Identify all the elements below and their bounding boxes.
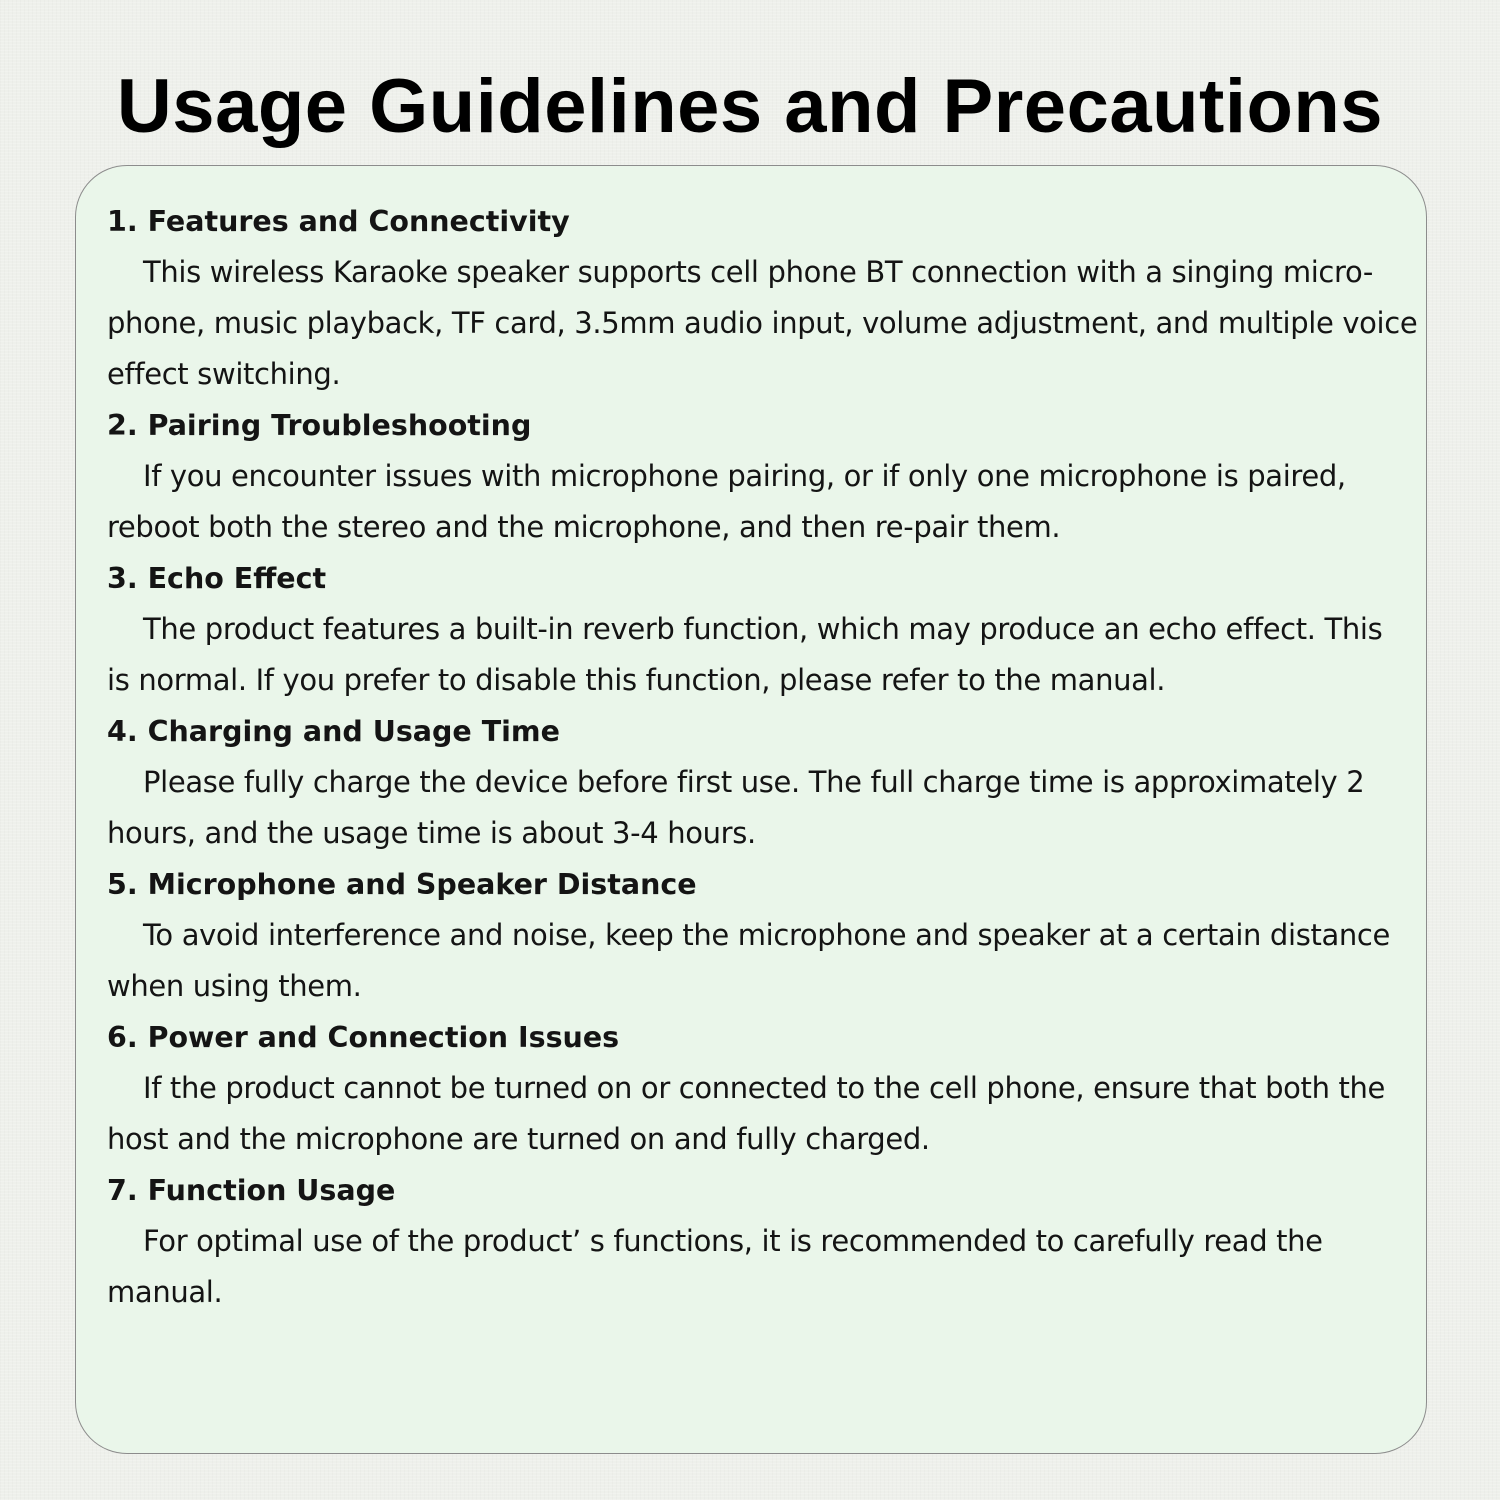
section-text-line: Please fully charge the device before first use. The full charge time is approximately 2 (143, 765, 1365, 799)
section-heading: 7. Function Usage (107, 1174, 396, 1207)
section-text-line: For optimal use of the product’ s functions, it is recommended to carefully read the (143, 1224, 1323, 1258)
section-text-line: when using them. (107, 969, 362, 1003)
section-text-line: The product features a built-in reverb function, which may produce an echo effect. This (143, 612, 1383, 646)
section-heading: 1. Features and Connectivity (107, 205, 570, 238)
section-heading: 5. Microphone and Speaker Distance (107, 868, 697, 901)
page-title: Usage Guidelines and Precautions (116, 64, 1384, 149)
section-text-line: To avoid interference and noise, keep the microphone and speaker at a certain distance (143, 918, 1391, 952)
section-text-line: effect switching. (107, 357, 341, 391)
section-features-connectivity (107, 196, 1418, 400)
section-text-line: host and the microphone are turned on and fully charged. (107, 1122, 930, 1156)
guidelines-card (75, 165, 1427, 1454)
section-text-line: If the product cannot be turned on or connected to the cell phone, ensure that both the (143, 1071, 1386, 1105)
section-heading: 6. Power and Connection Issues (107, 1021, 620, 1054)
section-charging-usage-time (107, 706, 1386, 859)
section-function-usage (107, 1165, 1386, 1318)
section-heading: 2. Pairing Troubleshooting (107, 409, 532, 442)
section-text-line: is normal. If you prefer to disable this function, please refer to the manual. (107, 663, 1166, 697)
section-power-connection-issues (107, 1012, 1386, 1165)
section-text-line: hours, and the usage time is about 3-4 hours. (107, 816, 756, 850)
section-text-line: manual. (107, 1275, 223, 1309)
section-text-line: reboot both the stereo and the microphone, and then re-pair them. (107, 510, 1061, 544)
section-text-line: If you encounter issues with microphone pairing, or if only one microphone is paired, (143, 459, 1346, 493)
section-text-line: phone, music playback, TF card, 3.5mm audio input, volume adjustment, and multiple voice (107, 306, 1418, 340)
section-echo-effect (107, 553, 1386, 706)
section-pairing-troubleshooting (107, 400, 1386, 553)
section-heading: 3. Echo Effect (107, 562, 327, 595)
section-microphone-speaker-distance (107, 859, 1391, 1012)
section-heading: 4. Charging and Usage Time (107, 715, 560, 748)
section-text-line: This wireless Karaoke speaker supports cell phone BT connection with a singing micro- (143, 255, 1373, 289)
